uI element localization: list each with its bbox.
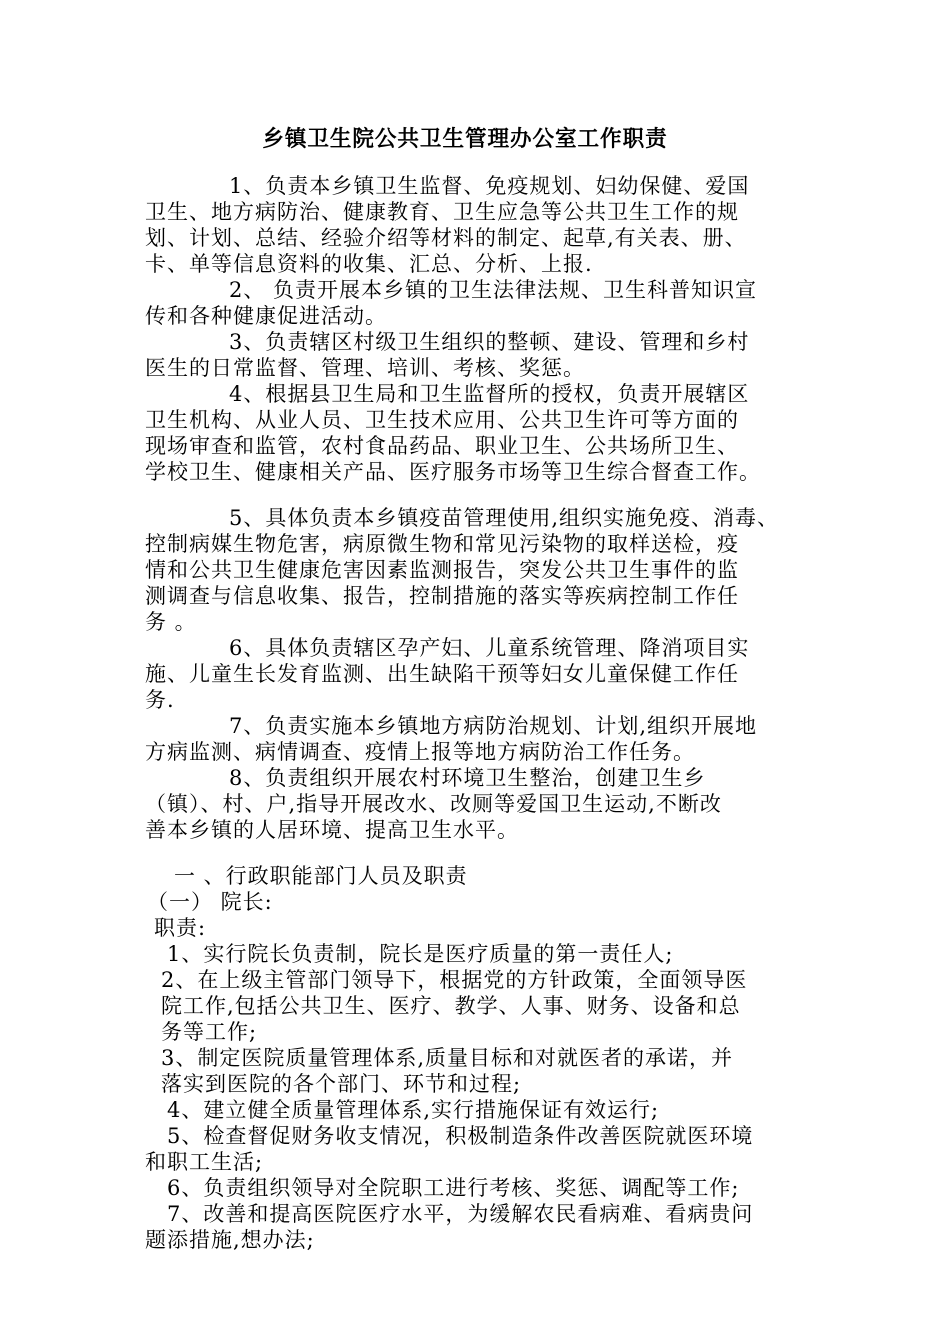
text-line: 现场审查和监管，农村食品药品、职业卫生、公共场所卫生、 <box>145 434 739 458</box>
section-heading: 一 、行政职能部门人员及职责 <box>174 864 468 888</box>
text-line: 卫生机构、从业人员、卫生技术应用、公共卫生许可等方面的 <box>145 408 739 432</box>
text-line: 测调查与信息收集、报告，控制措施的落实等疾病控制工作任 <box>145 584 739 608</box>
text-line: 7、改善和提高医院医疗水平，为缓解农民看病难、看病贵问 <box>167 1202 754 1226</box>
text-line: 1、实行院长负责制，院长是医疗质量的第一责任人; <box>167 942 674 966</box>
text-line: 划、计划、总结、经验介绍等材料的制定、起草,有关表、册、 <box>145 226 747 250</box>
text-line: 6、负责组织领导对全院职工进行考核、奖惩、调配等工作; <box>167 1176 740 1200</box>
text-line: 卫生、地方病防治、健康教育、卫生应急等公共卫生工作的规 <box>145 200 739 224</box>
text-line: 务. <box>145 688 175 712</box>
text-line: 4、建立健全质量管理体系,实行措施保证有效运行; <box>167 1098 660 1122</box>
text-line: 院工作,包括公共卫生、医疗、教学、人事、财务、设备和总 <box>161 994 741 1018</box>
text-line: 2、 负责开展本乡镇的卫生法律法规、卫生科普知识宣 <box>229 278 758 302</box>
text-line: 方病监测、病情调查、疫情上报等地方病防治工作任务。 <box>145 740 695 764</box>
text-line: 3、制定医院质量管理体系,质量目标和对就医者的承诺，并 <box>161 1046 734 1070</box>
text-line: 善本乡镇的人居环境、提高卫生水平。 <box>145 818 519 842</box>
text-line: 8、负责组织开展农村环境卫生整治，创建卫生乡 <box>229 766 706 790</box>
text-line: 题添措施,想办法; <box>145 1228 315 1252</box>
text-line: 5、检查督促财务收支情况，积极制造条件改善医院就医环境 <box>167 1124 754 1148</box>
text-line: 3、负责辖区村级卫生组织的整顿、建设、管理和乡村 <box>229 330 750 354</box>
text-line: 6、具体负责辖区孕产妇、儿童系统管理、降消项目实 <box>229 636 750 660</box>
text-line: 卡、单等信息资料的收集、汇总、分析、上报. <box>145 252 593 276</box>
text-line: 医生的日常监督、管理、培训、考核、奖惩。 <box>145 356 585 380</box>
text-line: 2、在上级主管部门领导下，根据党的方针政策，全面领导医 <box>161 968 748 992</box>
text-line: 传和各种健康促进活动。 <box>145 304 387 328</box>
text-line: 5、具体负责本乡镇疫苗管理使用,组织实施免疫、消毒、 <box>229 506 780 530</box>
text-line: 1、负责本乡镇卫生监督、免疫规划、妇幼保健、爱国 <box>229 174 750 198</box>
text-line: 施、儿童生长发育监测、出生缺陷干预等妇女儿童保健工作任 <box>145 662 739 686</box>
text-line: 落实到医院的各个部门、环节和过程; <box>161 1072 522 1096</box>
text-line: 控制病媒生物危害，病原微生物和常见污染物的取样送检，疫 <box>145 532 739 556</box>
text-line: 4、根据县卫生局和卫生监督所的授权，负责开展辖区 <box>229 382 750 406</box>
text-line: （镇）、村、户,指导开展改水、改厕等爱国卫生运动,不断改 <box>145 792 722 816</box>
duties-label: 职责: <box>154 916 207 940</box>
document-title: 乡镇卫生院公共卫生管理办公室工作职责 <box>262 126 668 152</box>
text-line: 务等工作; <box>161 1020 258 1044</box>
text-line: 和职工生活; <box>145 1150 264 1174</box>
text-line: 学校卫生、健康相关产品、医疗服务市场等卫生综合督查工作。 <box>145 460 761 484</box>
text-line: 7、负责实施本乡镇地方病防治规划、计划,组织开展地 <box>229 714 758 738</box>
sub-heading: （一） 院长: <box>147 890 273 914</box>
text-line: 情和公共卫生健康危害因素监测报告，突发公共卫生事件的监 <box>145 558 739 582</box>
text-line: 务 。 <box>145 610 197 634</box>
